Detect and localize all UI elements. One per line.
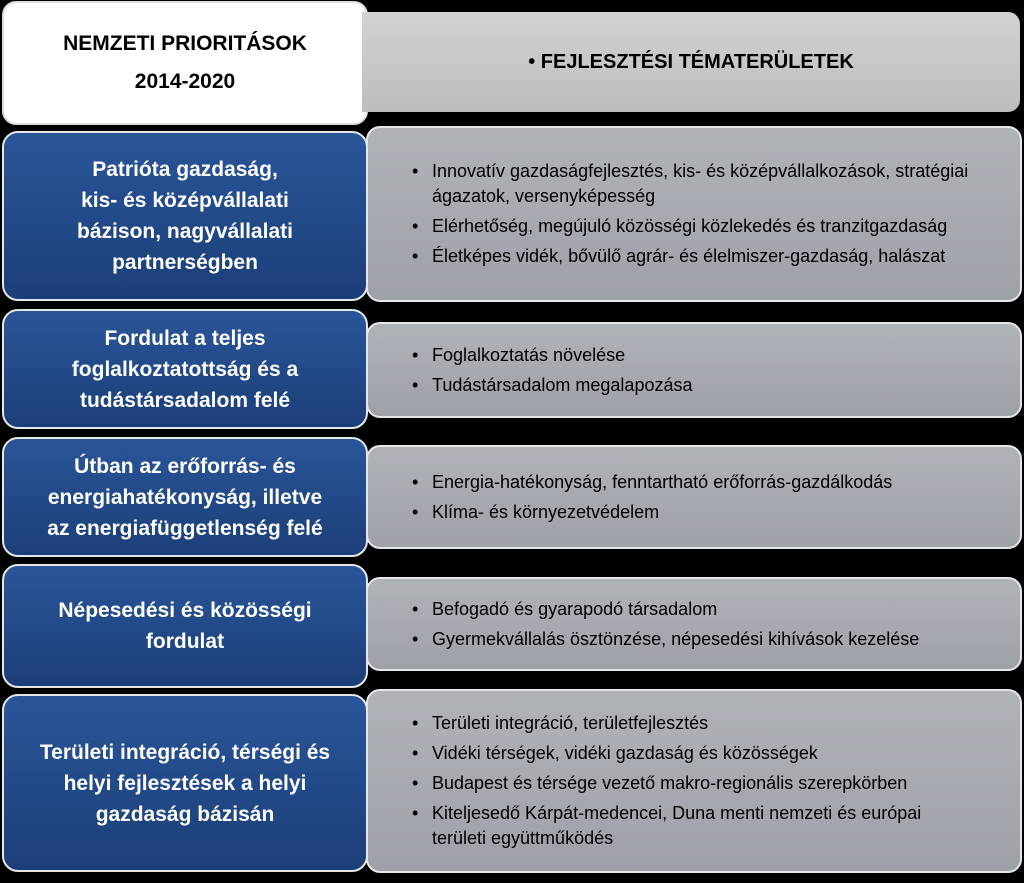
topic-box [366, 126, 1022, 302]
topic-item: • Vidéki térségek, vidéki gazdaság és közösségek [412, 741, 980, 766]
topic-item: • Életképes vidék, bővülő agrár- és élelmiszer-gazdaság, halászat [412, 244, 980, 269]
topic-list [412, 470, 980, 525]
priority-label: Népesedési és közösségi fordulat [58, 599, 312, 653]
topic-box [366, 445, 1022, 549]
topic-item: • Energia-hatékonyság, fenntartható erőforrás-gazdálkodás [412, 470, 980, 495]
priority-box [2, 309, 368, 429]
priority-box [2, 131, 368, 301]
priority-box [2, 437, 368, 557]
topic-item: • Területi integráció, területfejlesztés [412, 711, 980, 736]
topic-list [412, 597, 980, 652]
topic-item: • Befogadó és gyarapodó társadalom [412, 597, 980, 622]
priority-label: Patrióta gazdaság, kis- és középvállalati bázison, nagyvállalati partnerségben [77, 158, 293, 274]
topic-item: • Budapest és térsége vezető makro-regionális szerepkörben [412, 771, 980, 796]
topic-list [412, 711, 980, 851]
priority-box [2, 694, 368, 872]
topic-item: • Tudástársadalom megalapozása [412, 373, 980, 398]
priority-label: Területi integráció, térségi és helyi fejlesztések a helyi gazdaság bázisán [39, 740, 331, 826]
header-title: NEMZETI PRIORITÁSOK [63, 32, 307, 55]
topic-item: • Innovatív gazdaságfejlesztés, kis- és középvállalkozások, stratégiai ágazatok, versenyképesség [412, 159, 980, 209]
topic-box [366, 577, 1022, 671]
national-priorities-header [2, 1, 368, 125]
priority-box [2, 564, 368, 688]
topics-heading: • FEJLESZTÉSI TÉMATERÜLETEK [528, 50, 854, 73]
priority-label: Útban az erőforrás- és energiahatékonyság, illetve az energiafüggetlenség felé [47, 454, 323, 540]
topic-box [366, 322, 1022, 418]
topic-list [412, 159, 980, 269]
development-topics-header [362, 12, 1020, 112]
topic-list [412, 343, 980, 398]
topic-item: • Elérhetőség, megújuló közösségi közlekedés és tranzitgazdaság [412, 214, 980, 239]
topic-item: • Foglalkoztatás növelése [412, 343, 980, 368]
priority-label: Fordulat a teljes foglalkoztatottság és a tudástársadalom felé [71, 326, 299, 412]
topic-box [366, 689, 1022, 873]
topic-item: • Klíma- és környezetvédelem [412, 500, 980, 525]
topic-item: • Kiteljesedő Kárpát-medencei, Duna menti nemzeti és európai területi együttműködés [412, 801, 980, 851]
topic-item: • Gyermekvállalás ösztönzése, népesedési kihívások kezelése [412, 627, 980, 652]
header-period: 2014-2020 [134, 70, 236, 93]
